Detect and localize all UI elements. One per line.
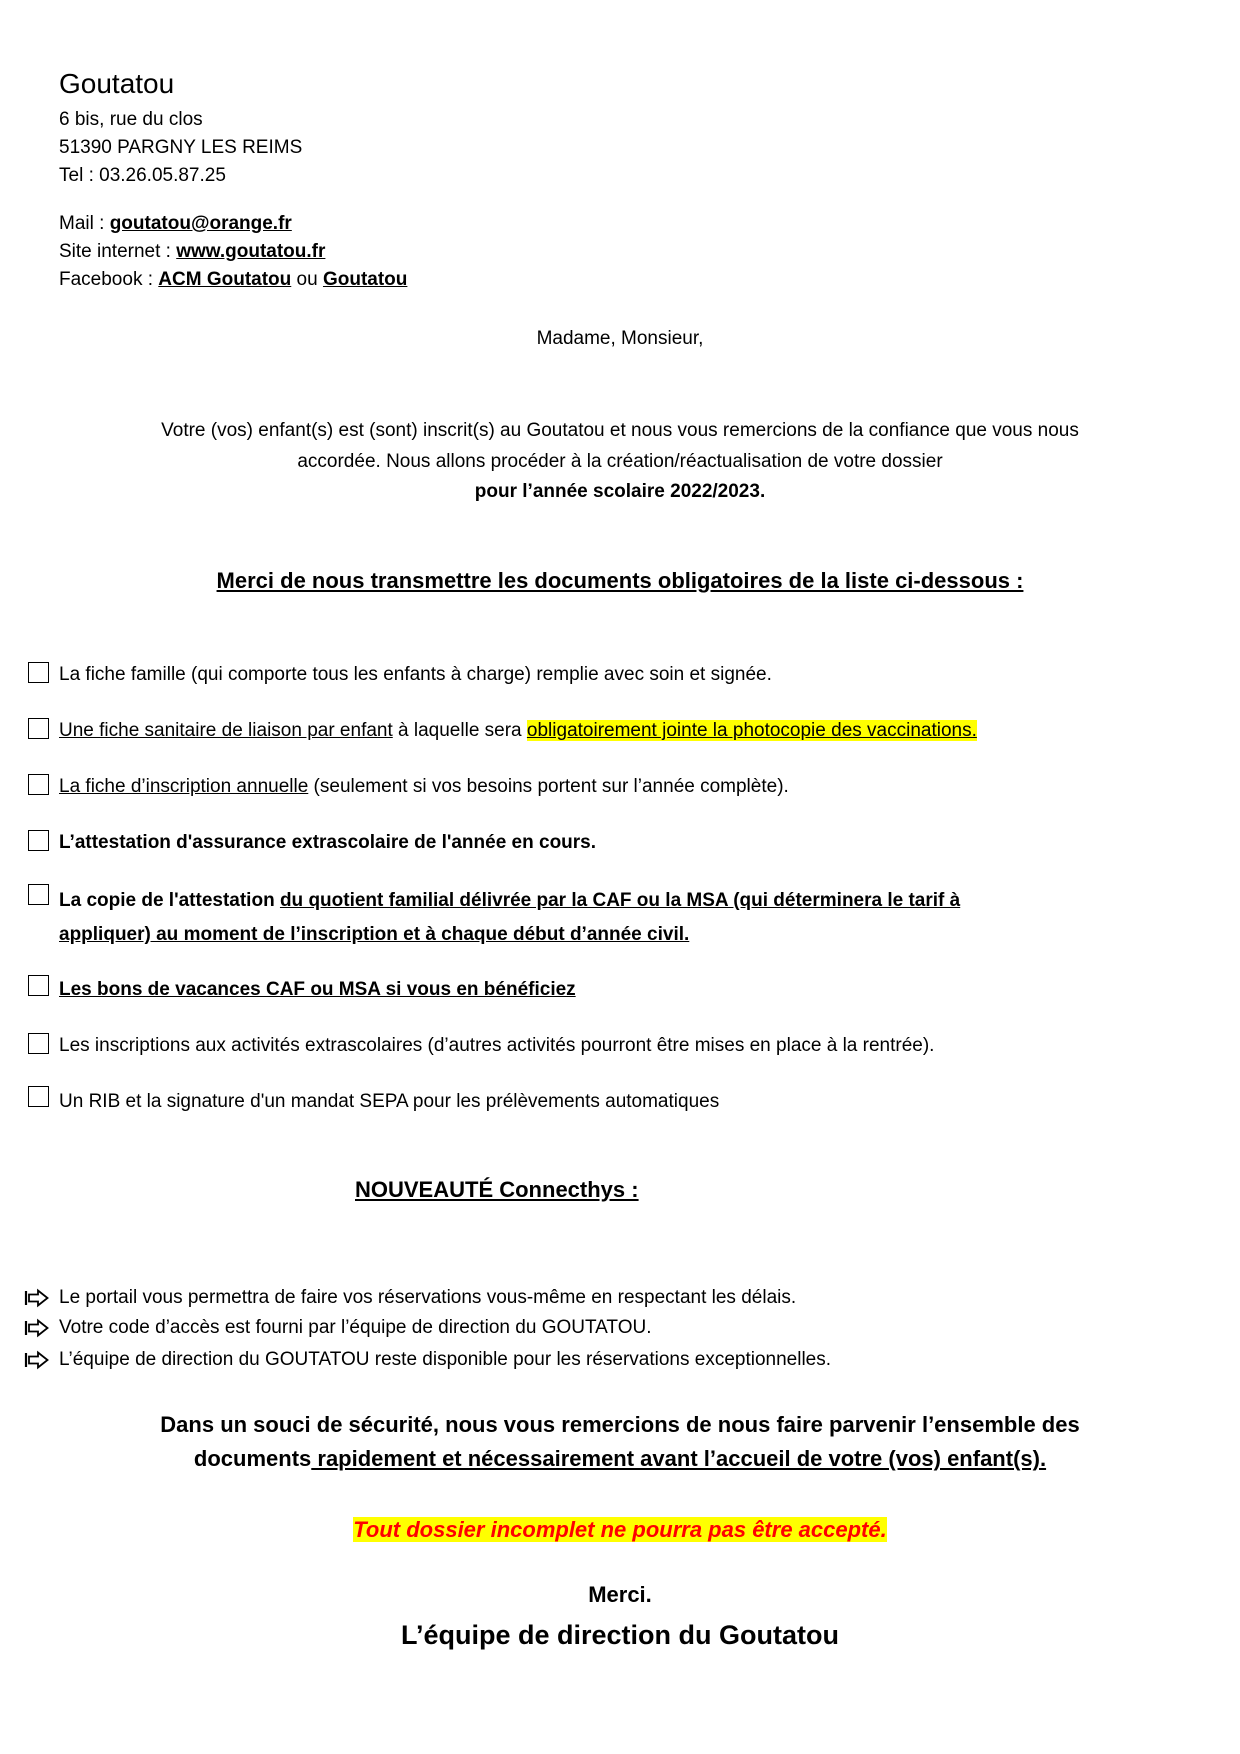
document-item-health-form: [59, 716, 977, 746]
arrow-right-icon: [24, 1318, 50, 1338]
arrow-right-icon: [24, 1288, 50, 1308]
sender-website: [59, 240, 325, 264]
item-highlighted-text: obligatoirement jointe la photocopie des vaccinations.: [526, 720, 977, 741]
checkbox-icon: [28, 662, 49, 683]
item-text: à laquelle sera: [392, 720, 527, 741]
sender-address-line2: 51390 PARGNY LES REIMS: [59, 137, 303, 158]
checkbox-icon: [28, 1086, 49, 1107]
checkbox-icon: [28, 975, 49, 996]
closing-line-2: [0, 1442, 1240, 1476]
mail-label: Mail :: [59, 213, 110, 234]
documents-heading: Merci de nous transmettre les documents obligatoires de la liste ci-dessous :: [216, 568, 1024, 593]
checkbox-icon: [28, 718, 49, 739]
document-item-family-form: [59, 660, 772, 690]
item-underlined-text: appliquer) au moment de l’inscription et à chaque début d’année civil.: [59, 924, 690, 945]
document-item-insurance: [59, 828, 596, 858]
site-label: Site internet :: [59, 241, 177, 262]
connecthys-point-portal: Le portail vous permettra de faire vos réservations vous-même en respectant les délais.: [59, 1287, 797, 1308]
intro-line-1: Votre (vos) enfant(s) est (sont) inscrit(s) au Goutatou et nous vous remercions de la confiance que vous nous: [161, 420, 1079, 441]
sender-address-line1: 6 bis, rue du clos: [59, 109, 203, 130]
checkbox-icon: [28, 774, 49, 795]
sender-mail: [59, 212, 292, 236]
item-line-1: [59, 884, 960, 918]
item-text: Un RIB et la signature d'un mandat SEPA pour les prélèvements automatiques: [59, 1091, 720, 1112]
connecthys-point-access-code: Votre code d’accès est fourni par l’équipe de direction du GOUTATOU.: [59, 1317, 652, 1338]
item-underlined-text: du quotient familial délivrée par la CAF ou la MSA (qui déterminera le tarif à: [279, 890, 961, 911]
document-item-annual-registration: [59, 772, 789, 802]
intro-school-year: pour l’année scolaire 2022/2023.: [474, 481, 766, 502]
checkbox-icon: [28, 1033, 49, 1054]
connecthys-point-team-available: L’équipe de direction du GOUTATOU reste disponible pour les réservations exceptionnelles.: [59, 1349, 832, 1370]
document-item-rib-sepa: [59, 1087, 719, 1117]
site-link[interactable]: www.goutatou.fr: [176, 241, 326, 262]
closing-line-2-plain: documents: [193, 1446, 312, 1471]
document-item-activities: [59, 1031, 934, 1061]
thanks: Merci.: [588, 1582, 652, 1607]
facebook-or: ou: [291, 269, 323, 290]
item-underlined-text: La fiche d’inscription annuelle: [59, 776, 309, 797]
item-text: (seulement si vos besoins portent sur l’année complète).: [308, 776, 789, 797]
sender-name: Goutatou: [59, 68, 175, 99]
item-text: L’attestation d'assurance extrascolaire de l'année en cours.: [59, 832, 597, 853]
item-underlined-text: Une fiche sanitaire de liaison par enfant: [59, 720, 393, 741]
item-text: Les bons de vacances CAF ou MSA si vous en bénéficiez: [59, 979, 576, 1000]
closing-paragraph: [0, 1408, 1240, 1476]
signature: L’équipe de direction du Goutatou: [401, 1620, 839, 1650]
incomplete-warning: [0, 1513, 1240, 1547]
closing-line-2-underlined: rapidement et nécessairement avant l’accueil de votre (vos) enfant(s).: [311, 1446, 1047, 1471]
facebook-label: Facebook :: [59, 269, 159, 290]
facebook-link-goutatou[interactable]: Goutatou: [322, 269, 408, 290]
connecthys-heading: NOUVEAUTÉ Connecthys :: [355, 1177, 639, 1202]
checkbox-icon: [28, 884, 49, 905]
item-text: La copie de l'attestation: [59, 890, 280, 911]
closing-line-1: Dans un souci de sécurité, nous vous remercions de nous faire parvenir l’ensemble des: [160, 1412, 1080, 1437]
sender-facebook: [59, 268, 407, 292]
sender-phone: Tel : 03.26.05.87.25: [59, 165, 226, 186]
salutation: Madame, Monsieur,: [536, 328, 704, 349]
checkbox-icon: [28, 830, 49, 851]
document-item-holiday-vouchers: [59, 975, 576, 1005]
arrow-right-icon: [24, 1350, 50, 1370]
document-item-family-quotient: [59, 884, 960, 952]
intro-paragraph: [0, 416, 1240, 508]
item-text: Les inscriptions aux activités extrascolaires (d’autres activités pourront être mises en place à la rentrée).: [59, 1035, 935, 1056]
intro-line-2: accordée. Nous allons procéder à la création/réactualisation de votre dossier: [297, 450, 943, 472]
mail-link[interactable]: goutatou@orange.fr: [109, 213, 292, 234]
item-line-2: [59, 918, 960, 952]
facebook-link-acm[interactable]: ACM Goutatou: [158, 269, 292, 290]
incomplete-warning-text: Tout dossier incomplet ne pourra pas être accepté.: [353, 1517, 887, 1542]
item-text: La fiche famille (qui comporte tous les enfants à charge) remplie avec soin et signée.: [59, 664, 772, 685]
